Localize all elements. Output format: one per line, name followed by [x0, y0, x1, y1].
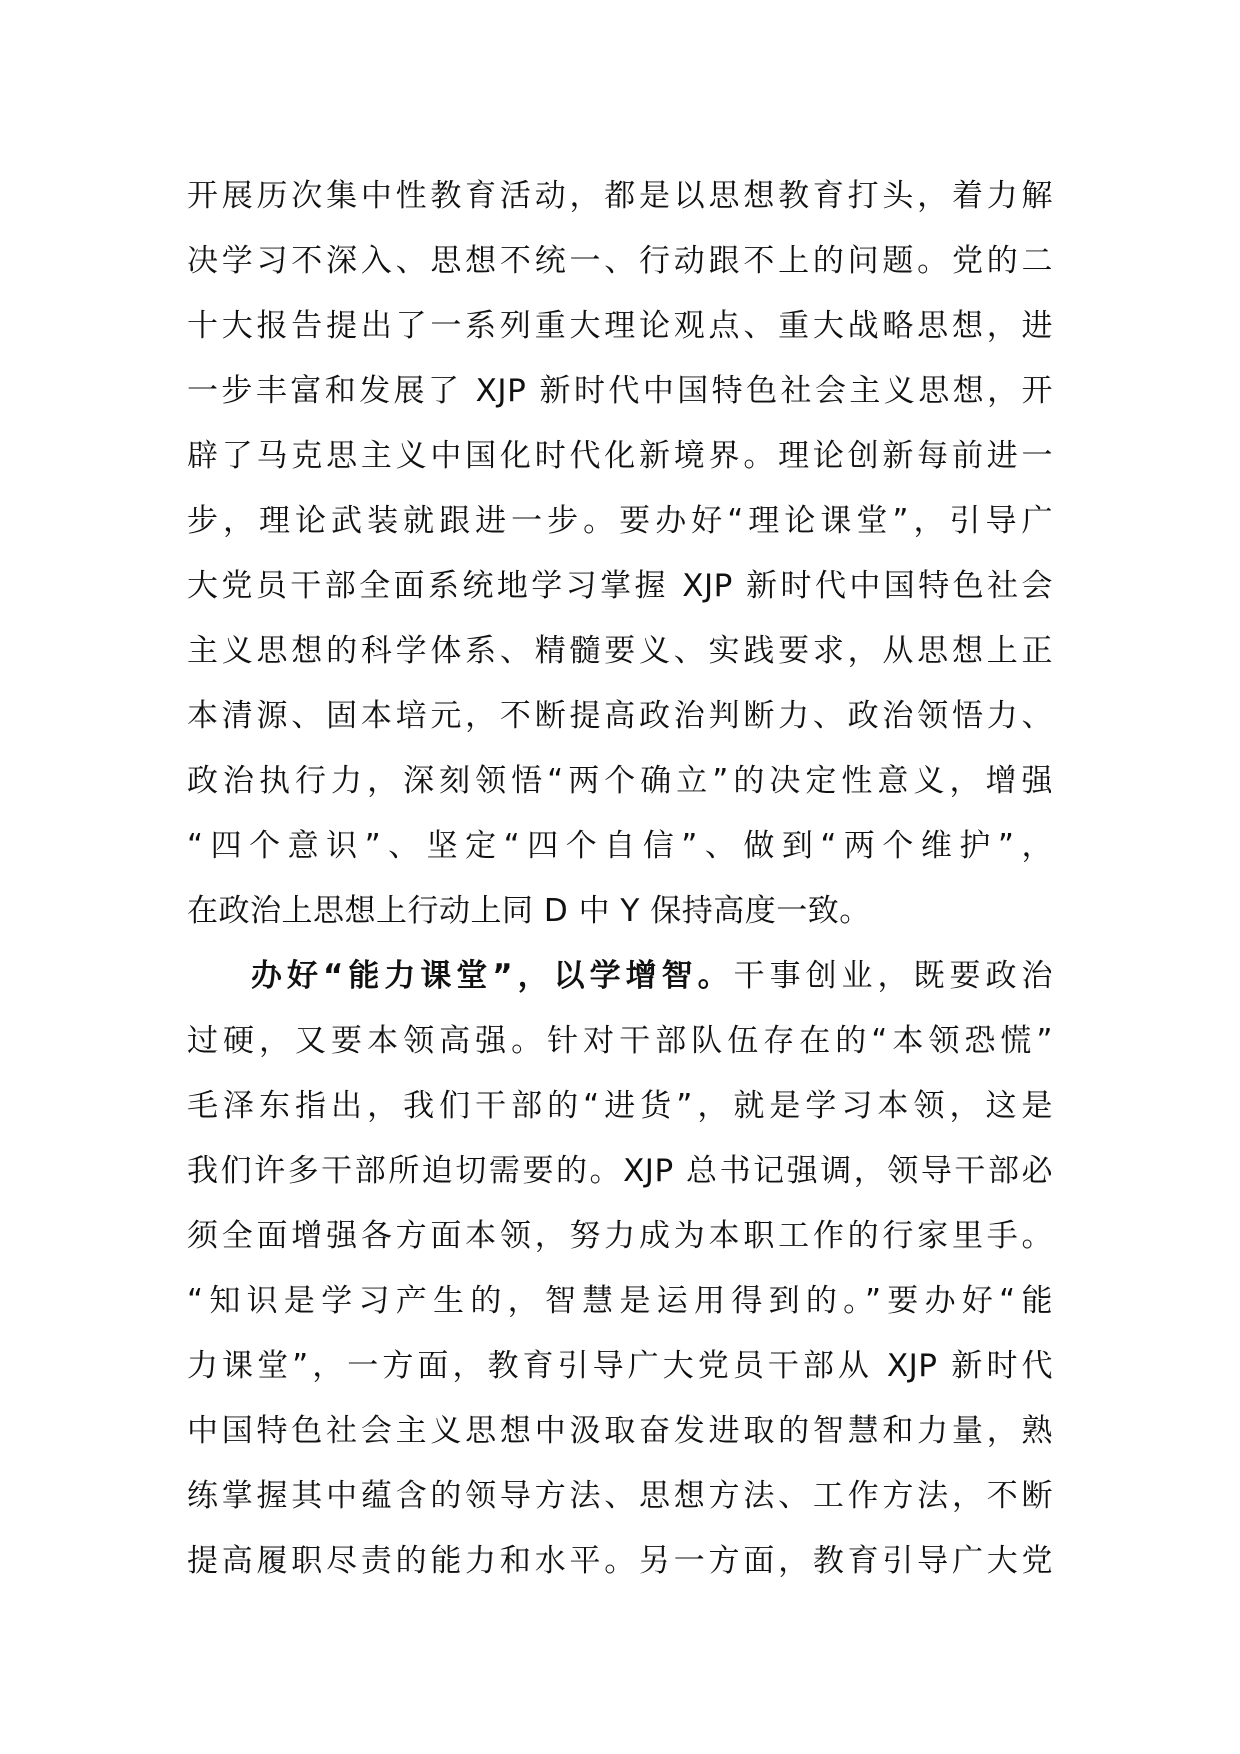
text-line: 一步丰富和发展了 XJP 新时代中国特色社会主义思想，开	[187, 373, 1053, 409]
text-line: 毛泽东指出，我们干部的“进货”，就是学习本领，这是	[187, 1088, 1053, 1124]
text-line: 主义思想的科学体系、精髓要义、实践要求，从思想上正	[187, 633, 1053, 669]
paragraph-first-line	[187, 944, 1053, 1009]
paragraph-theory-classroom	[187, 164, 1053, 944]
text-line: 十大报告提出了一系列重大理论观点、重大战略思想，进	[187, 308, 1053, 344]
text-line: 步，理论武装就跟进一步。要办好“理论课堂”，引导广	[187, 503, 1053, 539]
text-line: 须全面增强各方面本领，努力成为本职工作的行家里手。	[187, 1218, 1053, 1254]
text-line: 本清源、固本培元，不断提高政治判断力、政治领悟力、	[187, 698, 1053, 734]
paragraph-heading: 办好“能力课堂”，以学增智。	[251, 958, 734, 994]
document-body	[187, 164, 1053, 1594]
text-line: “知识是学习产生的，智慧是运用得到的。”要办好“能	[187, 1283, 1053, 1319]
text-line: “四个意识”、坚定“四个自信”、做到“两个维护”，	[187, 828, 1053, 864]
text-line: 大党员干部全面系统地学习掌握 XJP 新时代中国特色社会	[187, 568, 1053, 604]
text-line: 开展历次集中性教育活动，都是以思想教育打头，着力解	[187, 178, 1053, 214]
text-line: 辟了马克思主义中国化时代化新境界。理论创新每前进一	[187, 438, 1053, 474]
text-line: 力课堂”，一方面，教育引导广大党员干部从 XJP 新时代	[187, 1348, 1053, 1384]
text-line: 练掌握其中蕴含的领导方法、思想方法、工作方法，不断	[187, 1478, 1053, 1514]
text-line: 提高履职尽责的能力和水平。另一方面，教育引导广大党	[187, 1543, 1053, 1579]
text-line: 过硬，又要本领高强。针对干部队伍存在的“本领恐慌”	[187, 1023, 1053, 1059]
heading-line-rest: 干事创业，既要政治	[733, 958, 1053, 994]
paragraph-ability-classroom	[187, 944, 1053, 1594]
text-line: 我们许多干部所迫切需要的。XJP 总书记强调，领导干部必	[187, 1153, 1053, 1189]
text-line: 中国特色社会主义思想中汲取奋发进取的智慧和力量，熟	[187, 1413, 1053, 1449]
text-line: 决学习不深入、思想不统一、行动跟不上的问题。党的二	[187, 243, 1053, 279]
text-line: 在政治上思想上行动上同 D 中 Y 保持高度一致。	[187, 893, 871, 929]
text-line: 政治执行力，深刻领悟“两个确立”的决定性意义，增强	[187, 763, 1053, 799]
